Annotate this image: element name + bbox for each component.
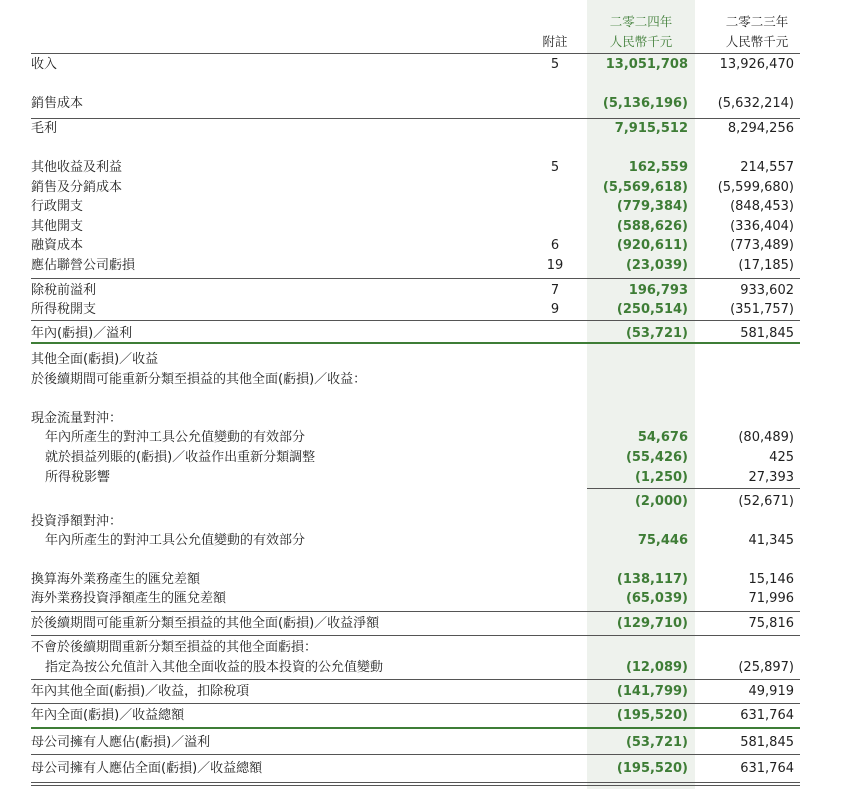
row-label: 其他全面(虧損)／收益 — [31, 352, 159, 367]
row-current-year-value: (141,799) — [616, 684, 688, 699]
row-label: 其他開支 — [31, 219, 84, 234]
row-prior-year-value: (5,599,680) — [717, 180, 794, 195]
rule-after-total-comprehensive — [31, 727, 800, 729]
table-row — [0, 282, 845, 300]
table-row — [0, 469, 845, 487]
current-year-header: 二零二四年 — [609, 14, 673, 29]
table-row — [0, 513, 845, 531]
row-current-year-value: (920,611) — [616, 238, 688, 253]
row-current-year-value: (129,710) — [616, 616, 688, 631]
row-current-year-value: (55,426) — [625, 450, 688, 465]
row-label: 投資淨額對沖： — [31, 514, 123, 529]
row-label: 收入 — [31, 57, 58, 72]
row-label: 年內所產生的對沖工具公允值變動的有效部分 — [45, 533, 306, 548]
table-row — [0, 95, 845, 113]
row-current-year-value: (65,039) — [625, 591, 688, 606]
row-prior-year-value: 49,919 — [748, 684, 794, 699]
rule-after-tax-expense — [31, 320, 800, 321]
row-prior-year-value: 933,602 — [740, 283, 794, 298]
row-prior-year-value: (25,897) — [738, 660, 794, 675]
row-label: 毛利 — [31, 121, 58, 136]
table-row — [0, 659, 845, 677]
table-row — [0, 590, 845, 608]
row-current-year-value: (195,520) — [616, 761, 688, 776]
row-label: 指定為按公允值計入其他全面收益的股本投資的公允值變動 — [45, 660, 384, 675]
row-label: 所得稅開支 — [31, 302, 97, 317]
rule-after-profit-for-year — [31, 342, 800, 344]
row-note: 7 — [550, 283, 560, 298]
row-current-year-value: 54,676 — [637, 430, 688, 445]
row-current-year-value: (779,384) — [616, 199, 688, 214]
rule-after-oci-net-tax — [31, 703, 800, 704]
row-label: 年內所產生的對沖工具公允值變動的有效部分 — [45, 430, 306, 445]
row-current-year-value: 13,051,708 — [605, 57, 688, 72]
row-prior-year-value: 13,926,470 — [719, 57, 794, 72]
row-prior-year-value: 71,996 — [748, 591, 794, 606]
row-label: 銷售成本 — [31, 96, 84, 111]
row-label: 除稅前溢利 — [31, 283, 97, 298]
row-prior-year-value: 75,816 — [748, 616, 794, 631]
row-prior-year-value: 15,146 — [748, 572, 794, 587]
table-row — [0, 532, 845, 550]
row-current-year-value: (5,569,618) — [602, 180, 688, 195]
row-label: 融資成本 — [31, 238, 84, 253]
table-row — [0, 257, 845, 275]
row-label: 換算海外業務產生的匯兌差額 — [31, 572, 201, 587]
table-row — [0, 351, 845, 369]
row-prior-year-value: (848,453) — [730, 199, 794, 214]
header-rule — [31, 53, 800, 54]
row-current-year-value: 7,915,512 — [614, 121, 688, 136]
rule-after-share-of-losses — [31, 278, 800, 279]
row-label: 母公司擁有人應佔(虧損)／溢利 — [31, 735, 211, 750]
row-label: 行政開支 — [31, 199, 84, 214]
row-note: 5 — [550, 160, 560, 175]
table-row — [0, 429, 845, 447]
rule-before-net-oci — [31, 611, 800, 612]
row-prior-year-value: (351,757) — [730, 302, 794, 317]
table-row — [0, 218, 845, 236]
row-prior-year-value: 581,845 — [740, 735, 794, 750]
row-current-year-value: 75,446 — [637, 533, 688, 548]
table-row — [0, 449, 845, 467]
table-row — [0, 639, 845, 657]
table-row — [0, 571, 845, 589]
row-label: 就於損益列賬的(虧損)／收益作出重新分類調整 — [45, 450, 316, 465]
rule-after-fvoci — [31, 679, 800, 680]
row-label: 於後續期間可能重新分類至損益的其他全面(虧損)／收益： — [31, 372, 367, 387]
rule-after-cost-of-sales — [31, 118, 800, 119]
row-note: 9 — [550, 302, 560, 317]
row-prior-year-value: 581,845 — [740, 326, 794, 341]
note-column-header: 附註 — [542, 34, 568, 49]
table-row — [0, 493, 845, 511]
row-current-year-value: (5,136,196) — [602, 96, 688, 111]
row-label: 於後續期間可能重新分類至損益的其他全面(虧損)／收益淨額 — [31, 616, 380, 631]
row-current-year-value: (53,721) — [625, 735, 688, 750]
prior-year-header: 二零二三年 — [725, 14, 789, 29]
row-prior-year-value: 631,764 — [740, 761, 794, 776]
row-current-year-value: (1,250) — [634, 470, 688, 485]
table-row — [0, 683, 845, 701]
row-label: 應佔聯營公司虧損 — [31, 258, 136, 273]
row-prior-year-value: 425 — [769, 450, 794, 465]
row-prior-year-value: 631,764 — [740, 708, 794, 723]
row-label: 年內(虧損)／溢利 — [31, 326, 133, 341]
table-row — [0, 734, 845, 752]
row-current-year-value: (195,520) — [616, 708, 688, 723]
row-prior-year-value: (52,671) — [738, 494, 794, 509]
rule-cash-flow-hedge-subtotal — [587, 488, 800, 489]
table-row — [0, 707, 845, 725]
row-prior-year-value: 214,557 — [740, 160, 794, 175]
row-label: 海外業務投資淨額產生的匯兌差額 — [31, 591, 227, 606]
row-prior-year-value: (80,489) — [738, 430, 794, 445]
table-row — [0, 120, 845, 138]
row-current-year-value: 162,559 — [628, 160, 688, 175]
table-row — [0, 179, 845, 197]
table-row — [0, 325, 845, 343]
prior-year-unit: 人民幣千元 — [725, 34, 789, 49]
row-label: 其他收益及利益 — [31, 160, 123, 175]
row-note: 19 — [546, 258, 564, 273]
row-label: 銷售及分銷成本 — [31, 180, 123, 195]
row-current-year-value: (53,721) — [625, 326, 688, 341]
row-current-year-value: (138,117) — [616, 572, 688, 587]
row-note: 6 — [550, 238, 560, 253]
row-current-year-value: (23,039) — [625, 258, 688, 273]
row-current-year-value: 196,793 — [628, 283, 688, 298]
row-current-year-value: (588,626) — [616, 219, 688, 234]
table-row — [0, 410, 845, 428]
row-prior-year-value: 41,345 — [748, 533, 794, 548]
row-label: 年內其他全面(虧損)／收益，扣除稅項 — [31, 684, 250, 699]
row-prior-year-value: (336,404) — [730, 219, 794, 234]
rule-after-owners-profit — [31, 754, 800, 755]
table-row — [0, 56, 845, 74]
row-prior-year-value: (5,632,214) — [717, 96, 794, 111]
row-label: 不會於後續期間重新分類至損益的其他全面虧損： — [31, 640, 318, 655]
row-current-year-value: (2,000) — [634, 494, 688, 509]
row-prior-year-value: 27,393 — [748, 470, 794, 485]
table-row — [0, 371, 845, 389]
row-current-year-value: (250,514) — [616, 302, 688, 317]
table-row — [0, 159, 845, 177]
table-row — [0, 237, 845, 255]
row-label: 現金流量對沖： — [31, 411, 123, 426]
table-row — [0, 760, 845, 778]
row-prior-year-value: (773,489) — [730, 238, 794, 253]
current-year-unit: 人民幣千元 — [609, 34, 673, 49]
row-label: 所得稅影響 — [45, 470, 111, 485]
table-row — [0, 301, 845, 319]
row-prior-year-value: 8,294,256 — [727, 121, 794, 136]
row-note: 5 — [550, 57, 560, 72]
row-current-year-value: (12,089) — [625, 660, 688, 675]
table-row — [0, 198, 845, 216]
rule-after-net-oci — [31, 635, 800, 636]
row-label: 母公司擁有人應佔全面(虧損)／收益總額 — [31, 761, 263, 776]
row-prior-year-value: (17,185) — [738, 258, 794, 273]
row-label: 年內全面(虧損)／收益總額 — [31, 708, 185, 723]
rule-final-double — [31, 782, 800, 786]
table-row — [0, 615, 845, 633]
